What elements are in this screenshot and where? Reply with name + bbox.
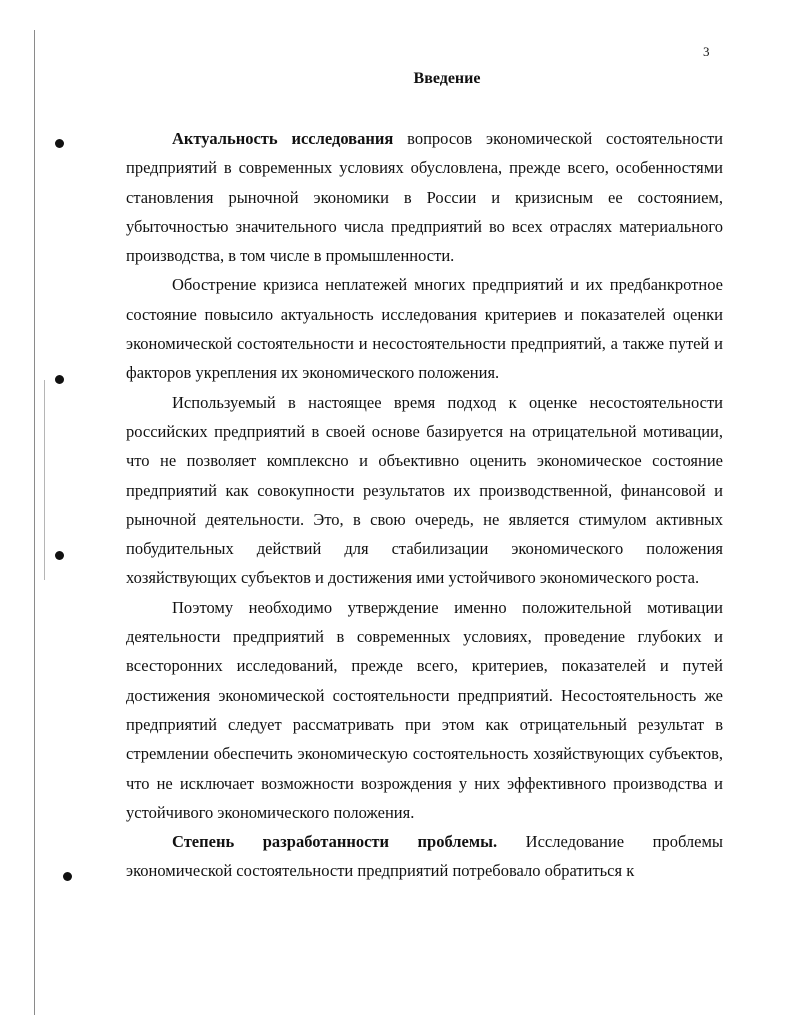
scan-margin-line (34, 30, 35, 1015)
page-title: Введение (413, 70, 481, 87)
hole-punch-mark (55, 551, 64, 560)
paragraph-text: Поэтому необходимо утверждение именно положительной мотивации деятельности предприятий в современных условиях, проведение глубоких и всесторонних исследований, прежде всего, критериев, показателей и путей достижения экономической состоятельности предприятий. Несостоятельность же предприятий следует рассматривать при этом как отрицательный результат в стремлении обеспечить экономическую состоятельность хозяйствующих субъектов, что не исключает возможности возрождения у них эффективного производства и устойчивого экономического положения. (126, 597, 723, 822)
hole-punch-mark (63, 872, 72, 881)
paragraph-text: Обострение кризиса неплатежей многих предприятий и их предбанкротное состояние повысило актуальность исследования критериев и показателей оценки экономической состоятельности и несостоятельности предприятий, а также путей и факторов укрепления их экономического положения. (126, 275, 723, 383)
paragraph (126, 593, 723, 827)
paragraph-text: Используемый в настоящее время подход к оценке несостоятельности российских предприятий в своей основе базируется на отрицательной мотивации, что не позволяет комплексно и объективно оценить экономическое состояние предприятий как совокупности результатов их производственной, финансовой и рыночной деятельности. Это, в свою очередь, не является стимулом активных побудительных действий для стабилизации экономического положения хозяйствующих субъектов и достижения ими устойчивого экономического роста. (126, 392, 723, 588)
paragraph (126, 388, 723, 593)
paragraph-text: Исследование проблемы экономической состоятельности предприятий потребовало обратиться к (126, 832, 724, 881)
paragraph-lead: Степень разработанности проблемы. (172, 832, 498, 852)
paragraph (126, 827, 723, 886)
paragraph (126, 270, 723, 387)
scan-margin-line-secondary (44, 380, 45, 580)
paragraph-text: вопросов экономической состоятельности предприятий в современных условиях обусловлена, прежде всего, особенностями становления рыночной экономики в России и кризисным ее состоянием, убыточностью значительного числа предприятий во всех отраслях материального производства, в том числе в промышленности. (126, 129, 724, 266)
paragraph (126, 124, 723, 270)
hole-punch-mark (55, 139, 64, 148)
body-text (126, 124, 723, 886)
paragraph-lead: Актуальность исследования (172, 129, 394, 148)
page-number: 3 (703, 44, 710, 59)
hole-punch-mark (55, 375, 64, 384)
